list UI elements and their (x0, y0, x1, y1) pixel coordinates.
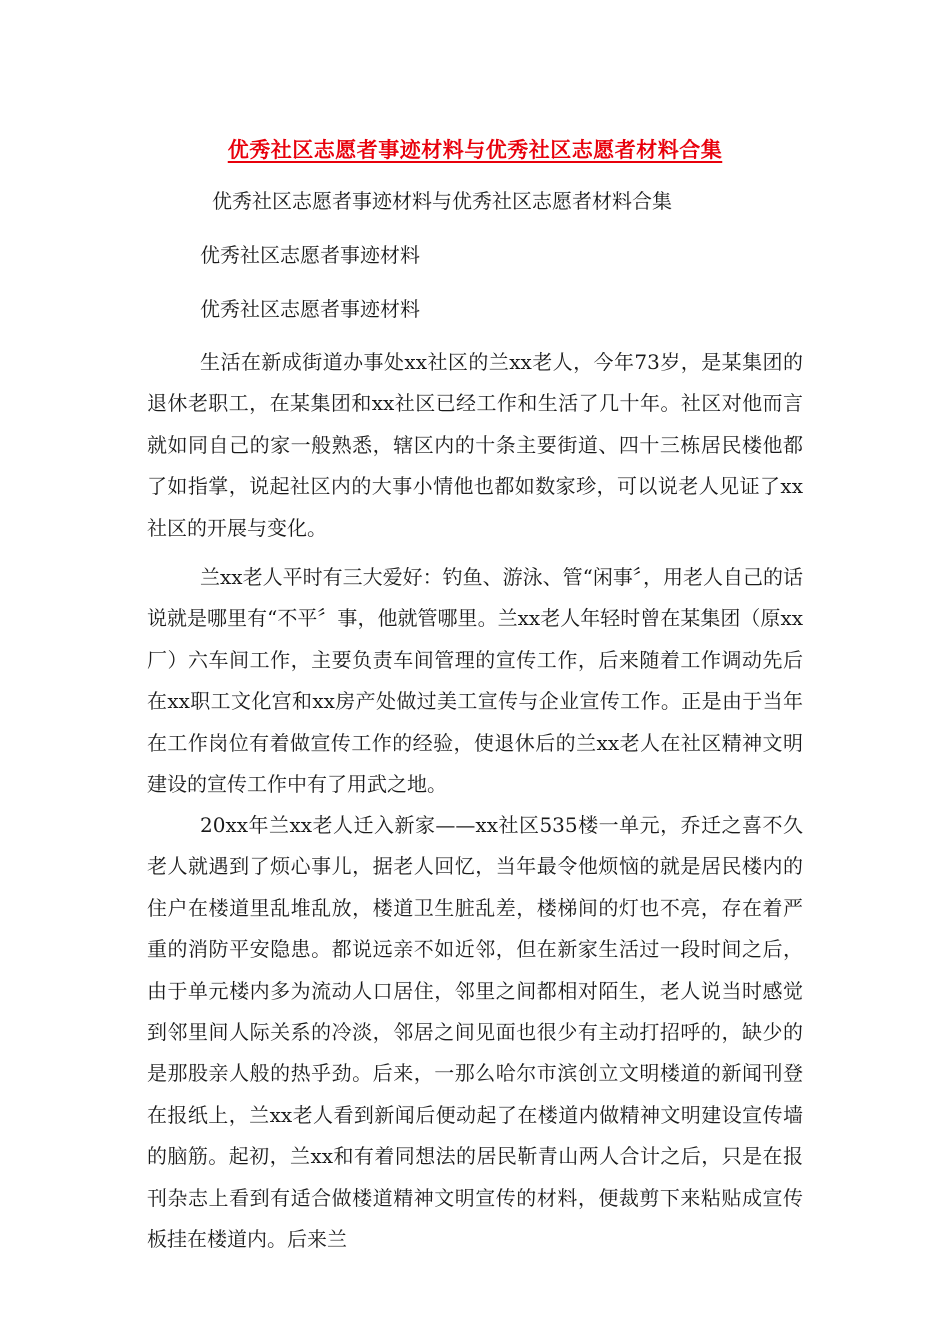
body-paragraph: 20xx年兰xx老人迁入新家——xx社区535楼一单元，乔迁之喜不久老人就遇到了烦心事儿，据老人回忆，当年最令他烦恼的就是居民楼内的住户在楼道里乱堆乱放，楼道卫生脏乱差，楼梯间的灯也不亮，存在着严重的消防平安隐患。都说远亲不如近邻，但在新家生活过一段时间之后，由于单元楼内多为流动人口居住，邻里之间都相对陌生，老人说当时感觉到邻里间人际关系的冷淡，邻居之间见面也很少有主动打招呼的，缺少的是那股亲人般的热乎劲。后来，一那么哈尔市滨创立文明楼道的新闻刊登在报纸上，兰xx老人看到新闻后便动起了在楼道内做精神文明建设宣传墙的脑筋。起初，兰xx和有着同想法的居民靳青山两人合计之后，只是在报刊杂志上看到有适合做楼道精神文明宣传的材料，便裁剪下来粘贴成宣传板挂在楼道内。后来兰 (147, 813, 803, 1252)
document-title: 优秀社区志愿者事迹材料与优秀社区志愿者材料合集 (227, 138, 723, 162)
section-subheading: 优秀社区志愿者事迹材料 (200, 297, 420, 321)
body-paragraph: 生活在新成街道办事处xx社区的兰xx老人，今年73岁，是某集团的退休老职工，在某集团和xx社区已经工作和生活了几十年。社区对他而言就如同自己的家一般熟悉，辖区内的十条主要街道、四十三栋居民楼他都了如指掌，说起社区内的大事小情他也都如数家珍，可以说老人见证了xx社区的开展与变化。 (147, 350, 803, 540)
body-paragraph: 兰xx老人平时有三大爱好：钓鱼、游泳、管“闲事〞，用老人自己的话说就是哪里有“不平〞事，他就管哪里。兰xx老人年轻时曾在某集团（原xx厂）六车间工作，主要负责车间管理的宣传工作，后来随着工作调动先后在xx职工文化宫和xx房产处做过美工宣传与企业宣传工作。正是由于当年在工作岗位有着做宣传工作的经验，使退休后的兰xx老人在社区精神文明建设的宣传工作中有了用武之地。 (147, 565, 803, 797)
section-heading: 优秀社区志愿者事迹材料 (200, 243, 420, 267)
document-subtitle: 优秀社区志愿者事迹材料与优秀社区志愿者材料合集 (212, 189, 672, 213)
